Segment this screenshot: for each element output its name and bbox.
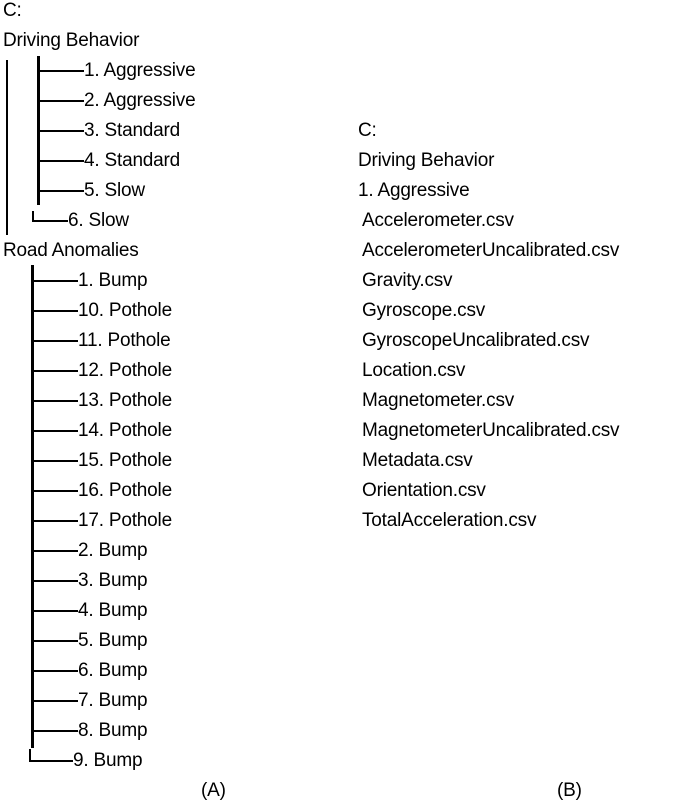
file-item: Accelerometer.csv [362,210,514,231]
file-item: MagnetometerUncalibrated.csv [362,420,620,441]
tree-branch [38,70,84,72]
file-item: GyroscopeUncalibrated.csv [362,330,590,351]
file-item: TotalAcceleration.csv [362,510,537,531]
folder-item: 17. Pothole [78,510,172,531]
tree-branch [32,220,68,222]
file-item: Gyroscope.csv [362,300,486,321]
folder-item: 1. Bump [78,270,148,291]
folder-item: 8. Bump [78,720,148,741]
folder-item: 4. Standard [84,150,181,171]
tree-branch [32,400,78,402]
file-item: Gravity.csv [362,270,453,291]
tree-branch [32,340,78,342]
folder-item: 12. Pothole [78,360,172,381]
tree-branch [29,760,73,762]
tree-branch [32,490,78,492]
tree-branch [32,310,78,312]
tree-branch [38,190,84,192]
file-item: Orientation.csv [362,480,486,501]
tree-branch [38,160,84,162]
tree-branch [32,610,78,612]
folder-item: 10. Pothole [78,300,172,321]
folder-item: 13. Pothole [78,390,172,411]
folder-item: 6. Bump [78,660,148,681]
tree-branch [32,640,78,642]
folder-label-b: Driving Behavior [358,150,495,171]
file-item: Magnetometer.csv [362,390,515,411]
folder-item: 3. Bump [78,570,148,591]
tree-trunk-road [31,265,34,748]
folder-driving-behavior: Driving Behavior [3,30,140,51]
folder-item: 11. Pothole [78,330,171,351]
file-item: Metadata.csv [362,450,473,471]
root-label: C: [3,0,22,21]
folder-item: 3. Standard [84,120,181,141]
caption-b: (B) [557,780,582,801]
folder-item: 15. Pothole [78,450,172,471]
folder-item: 4. Bump [78,600,148,621]
subfolder-label-b: 1. Aggressive [358,180,470,201]
folder-item: 5. Slow [84,180,145,201]
folder-item: 6. Slow [68,210,129,231]
file-item: Location.csv [362,360,466,381]
tree-branch [38,130,84,132]
tree-branch [32,430,78,432]
folder-road-anomalies: Road Anomalies [3,240,139,261]
folder-item: 14. Pothole [78,420,172,441]
tree-branch [32,580,78,582]
folder-item: 1. Aggressive [84,60,196,81]
tree-connector-outer [6,60,8,235]
tree-branch [32,370,78,372]
folder-item: 7. Bump [78,690,148,711]
folder-item: 16. Pothole [78,480,172,501]
folder-item: 5. Bump [78,630,148,651]
tree-branch [32,280,78,282]
folder-item: 9. Bump [73,750,143,771]
tree-branch [32,520,78,522]
tree-branch [32,700,78,702]
file-item: AccelerometerUncalibrated.csv [362,240,620,261]
tree-branch [32,460,78,462]
tree-branch [32,550,78,552]
root-label-b: C: [358,120,377,141]
folder-item: 2. Bump [78,540,148,561]
tree-branch [32,670,78,672]
caption-a: (A) [201,780,226,801]
folder-item: 2. Aggressive [84,90,196,111]
tree-branch [32,730,78,732]
tree-branch [38,100,84,102]
